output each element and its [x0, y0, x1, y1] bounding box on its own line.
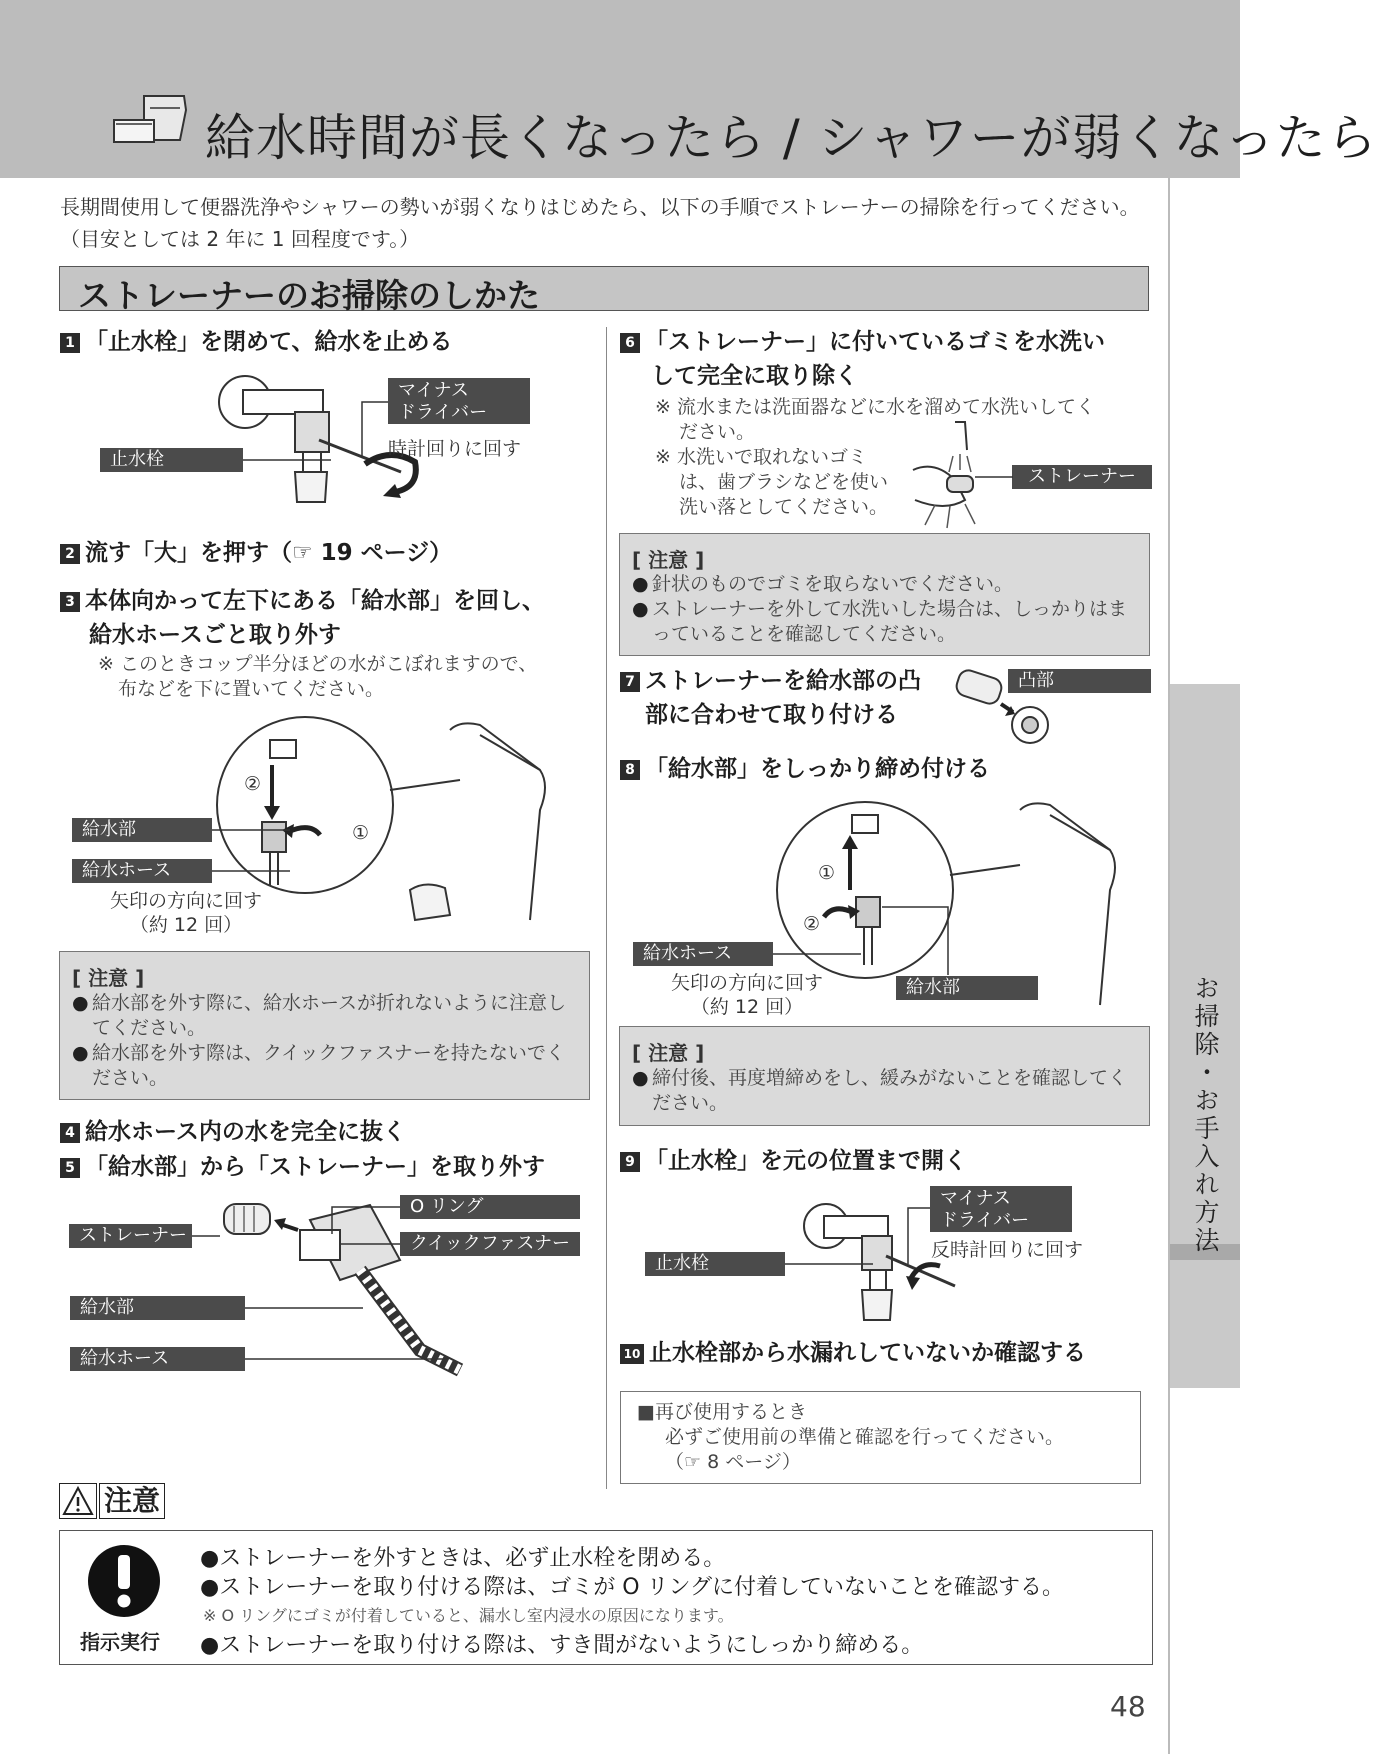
caption-line: 矢印の方向に回す [109, 890, 262, 912]
section-title: ストレーナーのお掃除のしかた [78, 276, 540, 315]
caution-box-8 [619, 1026, 1150, 1126]
step-10 [620, 1336, 1086, 1370]
caution-title: [ 注意 ] [72, 966, 145, 990]
leader-line [192, 1235, 222, 1239]
caution-box-3 [59, 951, 590, 1100]
note-line: ださい。 [679, 421, 756, 443]
water-hose-label-2: 給水ホース [70, 1347, 245, 1371]
warning-heading-text: 注意 [99, 1483, 165, 1519]
caution-title: [ 注意 ] [632, 1041, 705, 1065]
water-hose-label-8: 給水ホース [633, 942, 773, 966]
stop-valve-label: 止水栓 [100, 448, 243, 472]
leader-line [360, 400, 390, 460]
step-6-note [655, 395, 1095, 520]
water-supply-label-2: 給水部 [70, 1296, 245, 1320]
caution-body [632, 572, 1138, 647]
note-line: ※ このときコップ半分ほどの水がこぼれますので、 [98, 653, 538, 675]
note-line: ※ 流水または洗面器などに水を溜めて水洗いしてく [655, 396, 1095, 418]
turn-arrow-caption [94, 889, 278, 937]
label-line: マイナス [940, 1188, 1011, 1209]
leader-line [243, 459, 333, 463]
step-text: 「ストレーナー」に付いているゴミを水洗い [645, 329, 1105, 355]
leader-line [773, 953, 863, 957]
circle-1-marker: ① [352, 822, 370, 844]
step-1 [60, 325, 453, 359]
step-text: 「給水部」をしっかり締め付ける [645, 756, 990, 782]
reuse-title: ■再び使用するとき [637, 1401, 807, 1423]
step-number: 8 [620, 760, 640, 780]
leader-line [880, 905, 950, 977]
strainer-label-6: ストレーナー [1012, 465, 1152, 489]
caption-line: （約 12 回） [129, 914, 243, 936]
water-hose-label: 給水ホース [72, 859, 212, 883]
strainer-wash-illustration [905, 420, 1005, 530]
leader-line [906, 1206, 932, 1266]
caution-item: ● 針状のものでゴミを取らないでください。 [632, 572, 1138, 597]
caution-box-6 [619, 533, 1150, 656]
step-text: 給水ホースごと取り外す [89, 622, 341, 648]
step-text: ストレーナーを給水部の凸 [645, 668, 921, 694]
step-5 [60, 1150, 545, 1184]
note-line: 洗い落としてください。 [679, 496, 889, 518]
caution-title: [ 注意 ] [632, 548, 705, 572]
page-number: 48 [1110, 1690, 1146, 1723]
mandatory-action-label: 指示実行 [80, 1630, 160, 1654]
warning-box [59, 1530, 1153, 1665]
caution-item: ● 給水部を外す際は、クイックファスナーを持たないでください。 [72, 1041, 578, 1091]
step-3 [60, 584, 545, 652]
counterclockwise-caption: 反時計回りに回す [931, 1239, 1084, 1261]
step-6 [620, 325, 1105, 393]
turn-arrow-caption-8 [655, 971, 839, 1019]
leader-line [245, 1307, 365, 1311]
leader-line [212, 870, 292, 874]
step-text: 「止水栓」を閉めて、給水を止める [85, 329, 453, 355]
minus-driver-label [388, 378, 530, 424]
leader-line [245, 1358, 445, 1362]
step-number: 5 [60, 1158, 80, 1178]
step-9 [620, 1144, 967, 1178]
step-3-note [98, 652, 537, 702]
step-number: 3 [60, 592, 80, 612]
step-7 [620, 664, 921, 732]
toilet-icon [110, 90, 190, 154]
note-line: は、歯ブラシなどを使い [679, 471, 889, 493]
water-supply-label-8: 給水部 [896, 976, 1038, 1000]
quick-fastener-label: クイックファスナー [400, 1232, 580, 1256]
caution-body [72, 991, 578, 1091]
circle-1-marker-8: ① [818, 862, 836, 884]
note-line: 布などを下に置いてください。 [118, 678, 385, 700]
leader-line [785, 1263, 875, 1267]
step-2 [60, 536, 452, 570]
step-number: 2 [60, 544, 80, 564]
step-text: 給水ホース内の水を完全に抜く [85, 1119, 406, 1145]
step-8 [620, 752, 990, 786]
leader-line [212, 829, 292, 833]
water-supply-label: 給水部 [72, 818, 212, 842]
column-divider [606, 327, 607, 1489]
mandatory-action-icon [84, 1541, 164, 1621]
circle-2-marker-8: ② [803, 913, 821, 935]
warning-heading [59, 1483, 165, 1519]
step-number: 1 [60, 333, 80, 353]
leader-line [340, 1243, 402, 1247]
leader-line [330, 1206, 402, 1236]
step-number: 4 [60, 1123, 80, 1143]
step-text: 「給水部」から「ストレーナー」を取り外す [85, 1154, 545, 1180]
label-line: ドライバー [398, 402, 488, 423]
caution-body [632, 1066, 1138, 1116]
step-number: 9 [620, 1152, 640, 1172]
step-text: して完全に取り除く [651, 363, 858, 389]
intro-text: 長期間使用して便器洗浄やシャワーの勢いが弱くなりはじめたら、以下の手順でストレーナーの掃除を行ってください。（目安としては 2 年に 1 回程度です。） [60, 195, 1140, 251]
o-ring-label: O リング [400, 1195, 580, 1219]
warning-note: ※ O リングにゴミが付着していると、漏水し室内浸水の原因になります。 [203, 1606, 734, 1625]
side-tab-label: お掃除・お手入れ方法 [1191, 975, 1220, 1255]
strainer-label: ストレーナー [69, 1224, 192, 1248]
convex-label: 凸部 [1008, 669, 1151, 693]
caution-item: ● 給水部を外す際に、給水ホースが折れないように注意してください。 [72, 991, 578, 1041]
reuse-page-ref: （☞ 8 ページ） [665, 1451, 801, 1473]
caution-item: ● ストレーナーを外して水洗いした場合は、しっかりはまっていることを確認してください。 [632, 597, 1138, 647]
caption-line: 矢印の方向に回す [670, 972, 823, 994]
warning-line-3: ●ストレーナーを取り付ける際は、すき間がないようにしっかり締める。 [200, 1633, 924, 1658]
warning-line-1: ●ストレーナーを外すときは、必ず止水栓を閉める。 [200, 1546, 726, 1571]
reuse-text: 必ずご使用前の準備と確認を行ってください。 [665, 1426, 1065, 1448]
caution-item: ● 締付後、再度増締めをし、緩みがないことを確認してください。 [632, 1066, 1138, 1116]
step-number: 7 [620, 672, 640, 692]
page-title: 給水時間が長くなったら / シャワーが弱くなったら [205, 109, 1378, 167]
step-4 [60, 1115, 406, 1149]
caption-line: （約 12 回） [690, 996, 804, 1018]
step-text: 部に合わせて取り付ける [645, 702, 898, 728]
label-line: マイナス [398, 380, 469, 401]
label-line: ドライバー [940, 1210, 1030, 1231]
warning-line-2: ●ストレーナーを取り付ける際は、ゴミが O リングに付着していないことを確認する。 [200, 1575, 1065, 1600]
warning-triangle-icon [59, 1483, 97, 1519]
note-line: ※ 水洗いで取れないゴミ [655, 446, 867, 468]
step-number: 10 [620, 1344, 644, 1364]
minus-driver-label-9 [930, 1186, 1072, 1232]
step-number: 6 [620, 333, 640, 353]
reuse-box [620, 1391, 1141, 1484]
clockwise-caption: 時計回りに回す [388, 438, 522, 460]
step-text: 止水栓部から水漏れしていないか確認する [649, 1340, 1086, 1366]
circle-2-marker: ② [244, 773, 262, 795]
leader-line [975, 476, 1015, 480]
step-text: 流す「大」を押す（☞ 19 ページ） [85, 540, 453, 566]
stop-valve-label-9: 止水栓 [645, 1252, 785, 1276]
step-text: 本体向かって左下にある「給水部」を回し、 [85, 588, 545, 614]
step-text: 「止水栓」を元の位置まで開く [645, 1148, 967, 1174]
